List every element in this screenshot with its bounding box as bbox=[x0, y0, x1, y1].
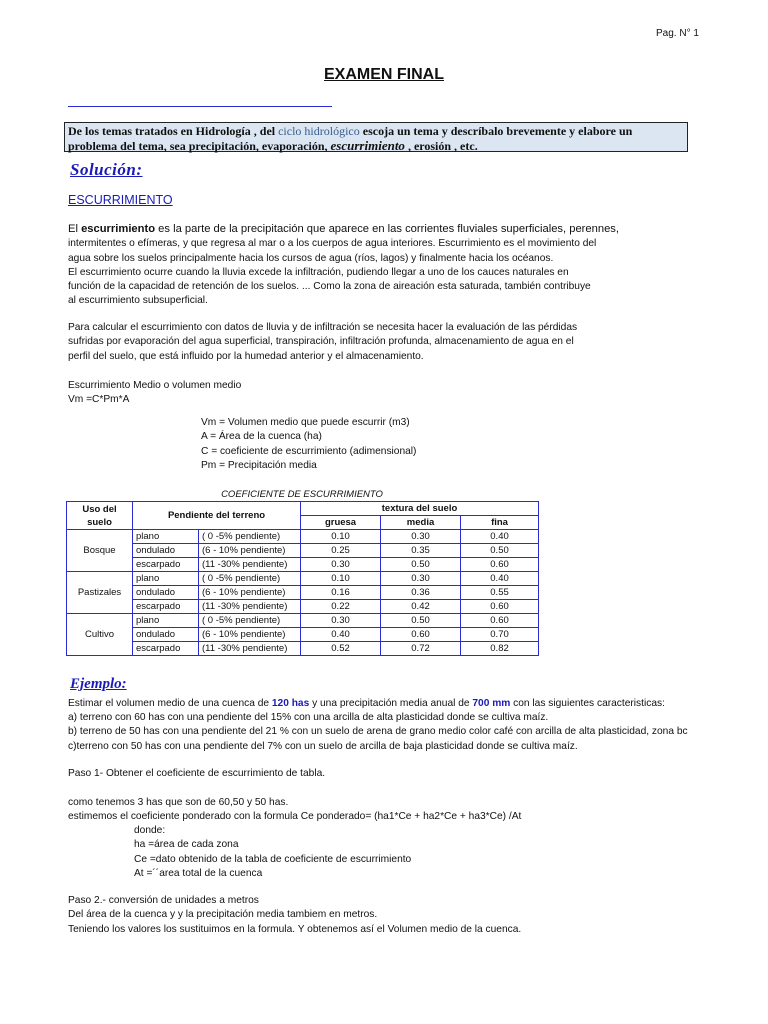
example-text: Estimar el volumen medio de una cuenca de bbox=[68, 698, 272, 709]
section-title: ESCURRIMIENTO bbox=[68, 193, 173, 207]
cell-fina: 0.50 bbox=[461, 544, 539, 558]
table-body bbox=[67, 530, 539, 656]
table-row bbox=[67, 586, 539, 600]
cell-fina: 0.60 bbox=[461, 600, 539, 614]
def-line: intermitentes o efímeras, y que regresa al mar o a los cuerpos de agua interiores. Escurrimiento es el movimiento del bbox=[68, 238, 597, 250]
table-row bbox=[67, 614, 539, 628]
example-text: con las siguientes caracteristicas: bbox=[510, 698, 665, 709]
example-line: c)terreno con 50 has con una pendiente del 7% con un suelo de arcilla de baja plasticidad donde se cultiva maíz. bbox=[68, 740, 578, 752]
table-row bbox=[67, 642, 539, 656]
formula-def: A = Área de la cuenca (ha) bbox=[201, 431, 322, 443]
cell-pendiente: ( 0 -5% pendiente) bbox=[199, 572, 301, 586]
page-title: EXAMEN FINAL bbox=[324, 66, 444, 83]
cell-gruesa: 0.30 bbox=[301, 614, 381, 628]
example-line: b) terreno de 50 has con una pendiente del 21 % con un suelo de arena de grano medio color café con arcilla de alta plasticidad, zona bc bbox=[68, 726, 688, 738]
def-line: al escurrimiento subsuperficial. bbox=[68, 295, 208, 307]
table-row bbox=[67, 572, 539, 586]
cell-tipo: ondulado bbox=[133, 586, 199, 600]
cell-tipo: escarpado bbox=[133, 642, 199, 656]
cell-pendiente: (6 - 10% pendiente) bbox=[199, 628, 301, 642]
table-row bbox=[67, 558, 539, 572]
example-precip-value: 700 mm bbox=[472, 698, 511, 709]
cell-media: 0.50 bbox=[381, 614, 461, 628]
table-row bbox=[67, 600, 539, 614]
header-gruesa: gruesa bbox=[301, 516, 381, 530]
step1-def: donde: bbox=[134, 825, 166, 836]
step2-line: Teniendo los valores los sustituimos en la formula. Y obtenemos así el Volumen medio de la cuenca. bbox=[68, 923, 522, 935]
calc-line: perfil del suelo, que está influido por la humedad anterior y el almacenamiento. bbox=[68, 350, 424, 362]
formula-expression: Vm =C*Pm*A bbox=[68, 394, 130, 406]
step1-line: estimemos el coeficiente ponderado con la formula Ce ponderado= (ha1*Ce + ha2*Ce + ha3*Ce) /At bbox=[68, 811, 522, 823]
cell-fina: 0.82 bbox=[461, 642, 539, 656]
header-fina: fina bbox=[461, 516, 539, 530]
table-row bbox=[67, 628, 539, 642]
step1-body bbox=[68, 796, 521, 825]
step2-block bbox=[68, 894, 521, 937]
solution-heading: Solución: bbox=[70, 160, 143, 179]
def-bold-term: escurrimiento bbox=[81, 223, 156, 235]
cell-gruesa: 0.22 bbox=[301, 600, 381, 614]
question-text-2: escoja un tema y descríbalo brevemente y elabore un bbox=[359, 124, 633, 138]
formula-label: Escurrimiento Medio o volumen medio bbox=[68, 380, 242, 391]
cell-tipo: ondulado bbox=[133, 544, 199, 558]
step1-def: At =´´area total de la cuenca bbox=[134, 867, 263, 879]
def-text: es la parte de la precipitación que aparece en las corrientes fluviales superficiales, perennes, bbox=[155, 223, 619, 235]
cell-pendiente: (6 - 10% pendiente) bbox=[199, 544, 301, 558]
definition-paragraph bbox=[68, 222, 619, 309]
cell-fina: 0.40 bbox=[461, 530, 539, 544]
header-uso: Uso del suelo bbox=[67, 502, 133, 530]
calc-line: sufridas por evaporación del agua superficial, transpiración, infiltración profunda, almacenamiento de agua en el bbox=[68, 336, 574, 348]
def-text: El bbox=[68, 223, 82, 235]
cell-fina: 0.60 bbox=[461, 614, 539, 628]
cell-gruesa: 0.16 bbox=[301, 586, 381, 600]
step1-definitions bbox=[134, 824, 411, 881]
formula-def: C = coeficiente de escurrimiento (adimensional) bbox=[201, 445, 417, 457]
cell-gruesa: 0.52 bbox=[301, 642, 381, 656]
cell-pendiente: ( 0 -5% pendiente) bbox=[199, 530, 301, 544]
calc-paragraph bbox=[68, 321, 577, 364]
cell-fina: 0.55 bbox=[461, 586, 539, 600]
header-textura: textura del suelo bbox=[301, 502, 539, 516]
def-line: función de la capacidad de retención de los suelos. ... Como la zona de aireación esta saturada, también contribuye bbox=[68, 281, 591, 293]
cell-media: 0.30 bbox=[381, 572, 461, 586]
def-line: El escurrimiento ocurre cuando la lluvia excede la infiltración, pudiendo llegar a uno de los cauces naturales en bbox=[68, 266, 569, 278]
header-pendiente: Pendiente del terreno bbox=[133, 502, 301, 530]
step1-def: Ce =dato obtenido de la tabla de coeficiente de escurrimiento bbox=[134, 853, 412, 865]
cell-pendiente: (11 -30% pendiente) bbox=[199, 558, 301, 572]
cell-media: 0.42 bbox=[381, 600, 461, 614]
cell-gruesa: 0.25 bbox=[301, 544, 381, 558]
table-row bbox=[67, 544, 539, 558]
question-text-4: , erosión , etc. bbox=[404, 138, 478, 153]
coefficient-table bbox=[66, 501, 539, 656]
calc-line: Para calcular el escurrimiento con datos de lluvia y de infiltración se necesita hacer la evaluación de las pérdidas bbox=[68, 322, 578, 333]
cell-gruesa: 0.10 bbox=[301, 530, 381, 544]
step1-title: Paso 1- Obtener el coeficiente de escurrimiento de tabla. bbox=[68, 768, 326, 779]
formula-def: Pm = Precipitación media bbox=[201, 459, 317, 471]
cell-fina: 0.60 bbox=[461, 558, 539, 572]
step1-line: como tenemos 3 has que son de 60,50 y 50 has. bbox=[68, 797, 289, 808]
header-media: media bbox=[381, 516, 461, 530]
question-text-3: problema del tema, sea precipitación, evaporación, bbox=[68, 138, 331, 153]
formula-definitions bbox=[201, 416, 416, 473]
step2-line: Del área de la cuenca y y la precipitación media tambiem en metros. bbox=[68, 909, 378, 921]
question-highlight: ciclo hidrológico bbox=[278, 124, 360, 138]
cell-media: 0.50 bbox=[381, 558, 461, 572]
question-text-1: De los temas tratados en Hidrología , del bbox=[68, 124, 279, 138]
example-text: y una precipitación media anual de bbox=[309, 698, 473, 709]
formula-block bbox=[68, 379, 241, 408]
page-number: Pag. N° 1 bbox=[656, 28, 699, 39]
step1-def: ha =área de cada zona bbox=[134, 839, 239, 851]
cell-tipo: plano bbox=[133, 530, 199, 544]
cell-gruesa: 0.40 bbox=[301, 628, 381, 642]
cell-fina: 0.40 bbox=[461, 572, 539, 586]
question-italic: escurrimiento bbox=[330, 137, 405, 153]
cell-uso: Bosque bbox=[67, 530, 133, 572]
cell-tipo: escarpado bbox=[133, 558, 199, 572]
cell-pendiente: (11 -30% pendiente) bbox=[199, 642, 301, 656]
cell-gruesa: 0.30 bbox=[301, 558, 381, 572]
cell-tipo: plano bbox=[133, 614, 199, 628]
cell-media: 0.60 bbox=[381, 628, 461, 642]
table-row bbox=[67, 530, 539, 544]
title-divider bbox=[68, 106, 332, 107]
cell-media: 0.72 bbox=[381, 642, 461, 656]
table-title: COEFICIENTE DE ESCURRIMIENTO bbox=[221, 489, 383, 500]
cell-tipo: ondulado bbox=[133, 628, 199, 642]
cell-uso: Cultivo bbox=[67, 614, 133, 656]
question-box bbox=[64, 122, 688, 152]
example-line: a) terreno con 60 has con una pendiente del 15% con una arcilla de alta plasticidad donde se cultiva maíz. bbox=[68, 712, 549, 724]
cell-pendiente: (11 -30% pendiente) bbox=[199, 600, 301, 614]
step2-line: Paso 2.- conversión de unidades a metros bbox=[68, 895, 259, 906]
example-area-value: 120 has bbox=[271, 698, 310, 709]
example-paragraph bbox=[68, 697, 688, 754]
cell-pendiente: ( 0 -5% pendiente) bbox=[199, 614, 301, 628]
cell-fina: 0.70 bbox=[461, 628, 539, 642]
cell-tipo: plano bbox=[133, 572, 199, 586]
cell-pendiente: (6 - 10% pendiente) bbox=[199, 586, 301, 600]
cell-gruesa: 0.10 bbox=[301, 572, 381, 586]
cell-media: 0.35 bbox=[381, 544, 461, 558]
cell-tipo: escarpado bbox=[133, 600, 199, 614]
cell-uso: Pastizales bbox=[67, 572, 133, 614]
cell-media: 0.36 bbox=[381, 586, 461, 600]
formula-def: Vm = Volumen medio que puede escurrir (m3) bbox=[201, 417, 410, 428]
def-line: agua sobre los suelos principalmente hacia los cursos de agua (ríos, lagos) y finalmente hacia los océanos. bbox=[68, 252, 554, 264]
cell-media: 0.30 bbox=[381, 530, 461, 544]
example-heading: Ejemplo: bbox=[70, 676, 127, 692]
